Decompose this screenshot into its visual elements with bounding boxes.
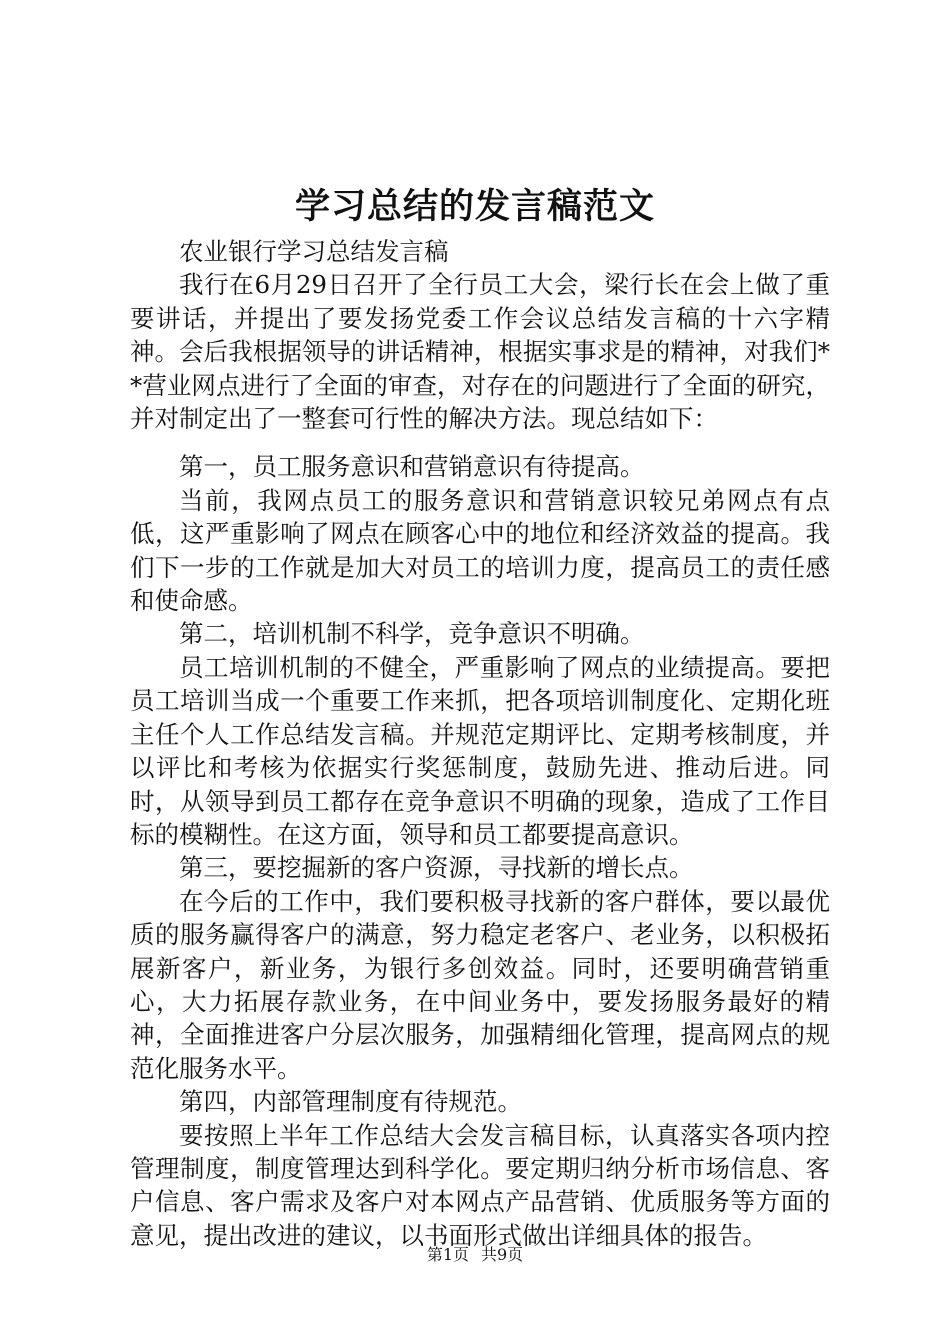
page-footer [0,1244,950,1266]
intro-paragraph: 我行在6月29日召开了全行员工大会，梁行长在会上做了重要讲话，并提出了要发扬党委工作会议总结发言稿的十六字精神。会后我根据领导的讲话精神，根据实事求是的精神，对我们**营业网点进行了全面的审查，对存在的问题进行了全面的研究，并对制定出了一整套可行性的解决方法。现总结如下： [130,270,830,434]
document-title: 学习总结的发言稿范文 [294,186,655,227]
page-number: 第1页 [426,1245,469,1264]
page-total: 共9页 [481,1245,524,1264]
document-body [130,235,830,1252]
section-paragraph-1: 当前，我网点员工的服务意识和营销意识较兄弟网点有点低，这严重影响了网点在顾客心中的地位和经济效益的提高。我们下一步的工作就是加大对员工的培训力度，提高员工的责任感和使命感。 [130,485,830,616]
paragraph-gap [130,435,830,450]
section-heading-3: 第三，要挖掘新的客户资源，寻找新的增长点。 [179,853,694,883]
section-paragraph-2: 员工培训机制的不健全，严重影响了网点的业绩提高。要把员工培训当成一个重要工作来抓，把各项培训制度化、定期化班主任个人工作总结发言稿。并规范定期评比、定期考核制度，并以评比和考核为依据实行奖惩制度，鼓励先进、推动后进。同时，从领导到员工都存在竞争意识不明确的现象，造成了工作目标的模糊性。在这方面，领导和员工都要提高意识。 [130,652,830,849]
section-heading-4: 第四，内部管理制度有待规范。 [179,1087,522,1117]
section-heading-1: 第一，员工服务意识和营销意识有待提高。 [179,452,645,482]
section-paragraph-3: 在今后的工作中，我们要积极寻找新的客户群体，要以最优质的服务赢得客户的满意，努力稳定老客户、老业务，以积极拓展新客户，新业务，为银行多创效益。同时，还要明确营销重心，大力拓展存款业务，在中间业务中，要发扬服务最好的精神，全面推进客户分层次服务，加强精细化管理，提高网点的规范化服务水平。 [130,886,830,1083]
section-heading-2: 第二，培训机制不科学，竞争意识不明确。 [179,619,645,649]
section-paragraph-4: 要按照上半年工作总结大会发言稿目标，认真落实各项内控管理制度，制度管理达到科学化。要定期归纳分析市场信息、客户信息、客户需求及客户对本网点产品营销、优质服务等方面的意见，提出改进的建议，以书面形式做出详细具体的报告。 [130,1120,830,1250]
subtitle-paragraph: 农业银行学习总结发言稿 [179,237,449,266]
